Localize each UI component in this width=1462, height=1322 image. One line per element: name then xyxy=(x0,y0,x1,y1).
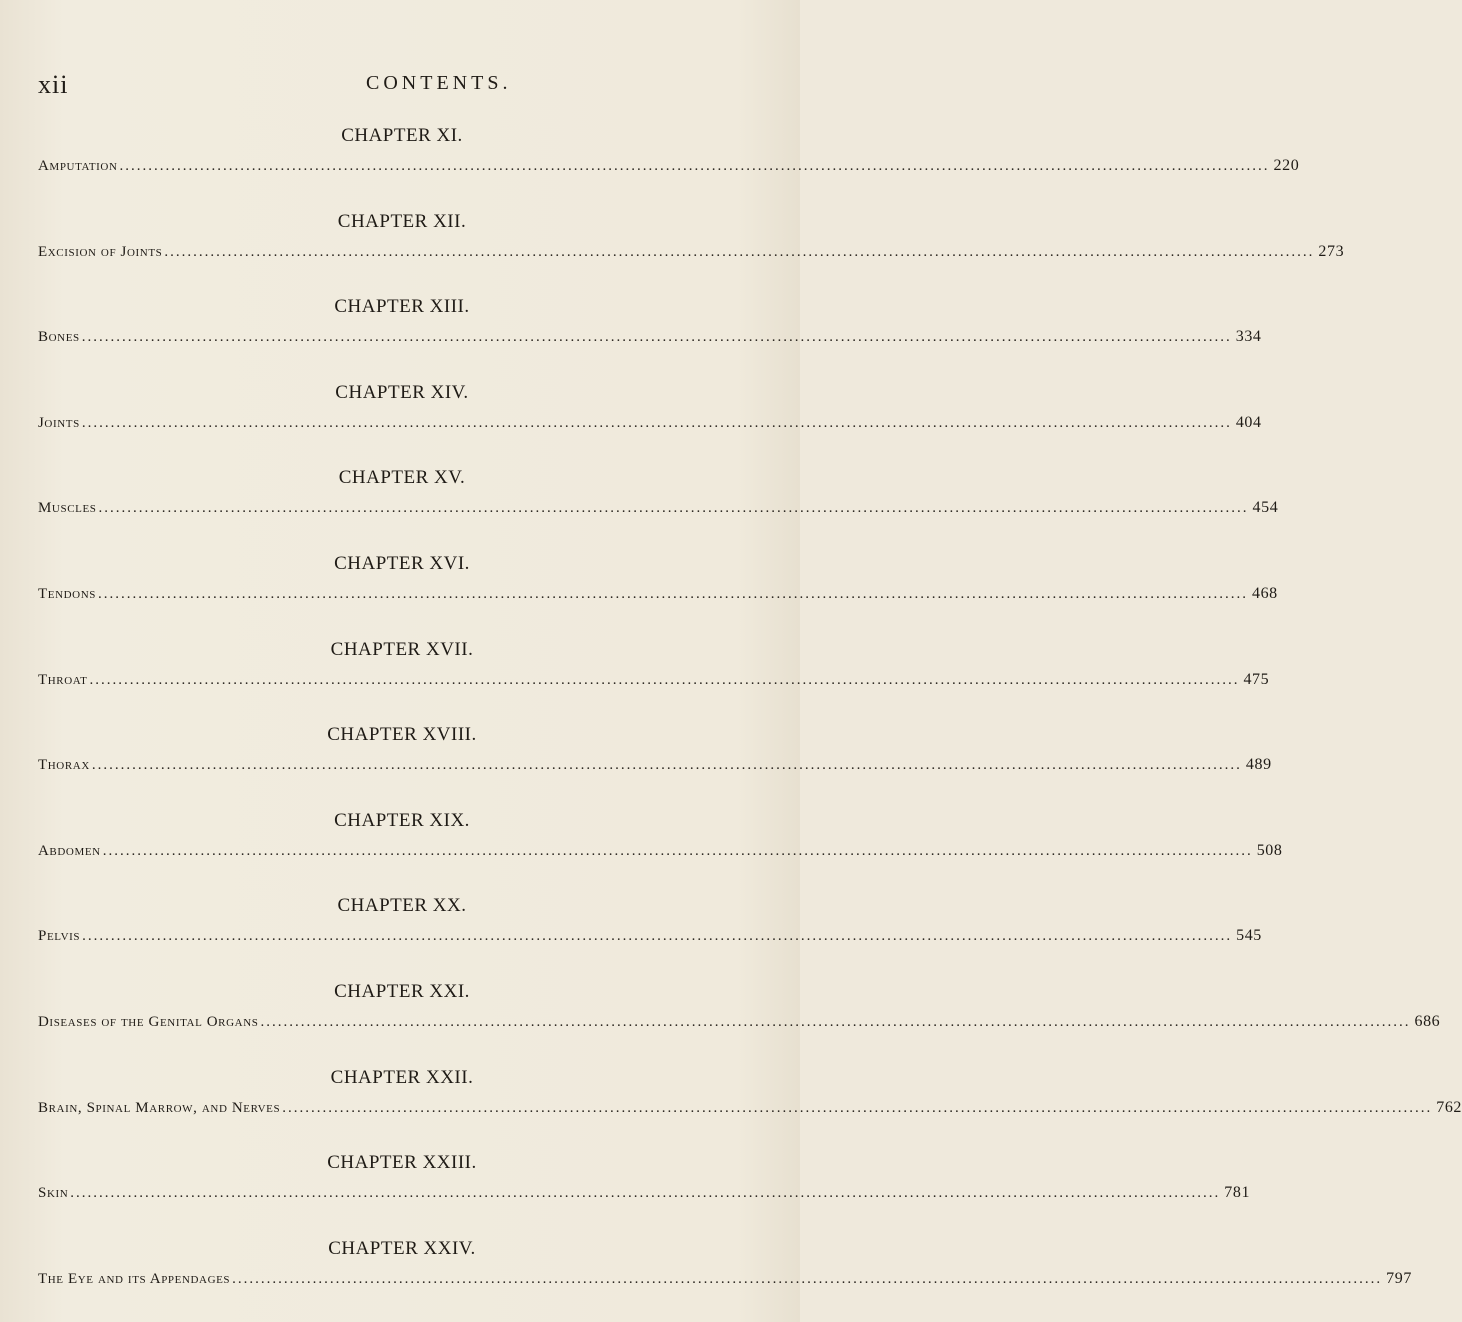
running-head: CONTENTS. xyxy=(366,72,512,94)
chapter-section xyxy=(38,803,1283,889)
dot-leader: ........................................................................................................................................................................................................ xyxy=(98,500,1249,517)
dot-leader: ........................................................................................................................................................................................................ xyxy=(119,158,1270,174)
entry-page-number: 475 xyxy=(1243,670,1270,688)
chapter-title: CHAPTER XXI. xyxy=(334,980,470,1002)
dot-leader: ........................................................................................................................................................................................................ xyxy=(89,671,1240,688)
entry-label: The Eye and its Appendages xyxy=(38,1270,231,1287)
entry-label: Skin xyxy=(38,1185,69,1202)
toc-entry xyxy=(38,242,1345,261)
entry-label: Diseases of the Genital Organs xyxy=(38,1013,259,1030)
chapter-section xyxy=(38,204,1345,290)
entry-label: Amputation xyxy=(38,158,118,174)
chapter-section xyxy=(38,289,1262,375)
chapter-title: CHAPTER XII. xyxy=(337,210,467,232)
chapter-title: CHAPTER XIV. xyxy=(335,381,469,403)
chapter-section xyxy=(38,1060,1462,1146)
page-header xyxy=(38,70,768,110)
dot-leader: ........................................................................................................................................................................................................ xyxy=(260,1013,1411,1030)
entry-page-number: 797 xyxy=(1386,1269,1412,1287)
entry-page-number: 454 xyxy=(1252,499,1279,517)
chapter-title: CHAPTER XIII. xyxy=(334,296,470,318)
entry-page-number: 489 xyxy=(1245,756,1272,774)
toc-entry xyxy=(38,328,1262,346)
toc-entry xyxy=(38,1184,1251,1202)
chapter-title: CHAPTER XXIV. xyxy=(328,1237,476,1259)
chapter-section xyxy=(38,118,1300,204)
entry-label: Joints xyxy=(38,414,80,431)
chapter-title: CHAPTER XVI. xyxy=(334,552,470,574)
dot-leader: ........................................................................................................................................................................................................ xyxy=(81,414,1232,431)
chapter-section xyxy=(38,546,1278,632)
entry-label: Throat xyxy=(38,671,88,688)
toc-entry xyxy=(38,157,1300,175)
toc-entry xyxy=(38,499,1279,517)
dot-leader: ........................................................................................................................................................................................................ xyxy=(97,585,1248,602)
dot-leader: ........................................................................................................................................................................................................ xyxy=(81,329,1232,346)
entry-page-number: 545 xyxy=(1236,927,1262,945)
toc-entry xyxy=(38,756,1272,774)
chapter-title: CHAPTER XVIII. xyxy=(327,724,477,746)
entry-page-number: 686 xyxy=(1414,1012,1441,1030)
toc-entry xyxy=(38,584,1278,603)
dot-leader: ........................................................................................................................................................................................................ xyxy=(282,1099,1433,1116)
entry-label: Brain, Spinal Marrow, and Nerves xyxy=(38,1099,281,1116)
toc-entry xyxy=(38,413,1262,432)
toc-entry xyxy=(38,1012,1441,1031)
chapter-section xyxy=(38,632,1270,718)
page-number: xii xyxy=(38,70,69,99)
entry-page-number: 220 xyxy=(1273,157,1300,174)
chapter-section xyxy=(38,460,1279,546)
entry-page-number: 468 xyxy=(1251,584,1278,602)
chapter-title: CHAPTER XX. xyxy=(337,895,467,917)
chapter-section xyxy=(38,888,1262,974)
entry-label: Muscles xyxy=(38,500,97,517)
entry-page-number: 273 xyxy=(1318,242,1345,260)
toc-entry xyxy=(38,1269,1412,1288)
toc-entry xyxy=(38,841,1283,860)
dot-leader: ........................................................................................................................................................................................................ xyxy=(70,1185,1221,1202)
entry-label: Bones xyxy=(38,329,80,346)
chapter-section xyxy=(38,1145,1251,1231)
entry-page-number: 762 xyxy=(1436,1098,1462,1116)
entry-page-number: 508 xyxy=(1256,841,1283,859)
entry-page-number: 781 xyxy=(1224,1184,1251,1202)
toc-entry xyxy=(38,670,1270,689)
chapter-section xyxy=(38,375,1262,461)
chapter-title: CHAPTER XXIII. xyxy=(327,1152,477,1174)
dot-leader: ........................................................................................................................................................................................................ xyxy=(82,928,1233,945)
entry-label: Excision of Joints xyxy=(38,243,163,260)
entry-label: Thorax xyxy=(38,757,90,774)
toc-entry xyxy=(38,927,1262,945)
entry-label: Pelvis xyxy=(38,928,81,945)
toc-entry xyxy=(38,1098,1462,1117)
chapter-title: CHAPTER XI. xyxy=(341,125,463,146)
chapter-section xyxy=(38,1231,1412,1317)
dot-leader: ........................................................................................................................................................................................................ xyxy=(91,757,1242,774)
entry-label: Tendons xyxy=(38,585,96,602)
dot-leader: ........................................................................................................................................................................................................ xyxy=(164,243,1315,260)
entry-label: Abdomen xyxy=(38,842,101,859)
table-of-contents xyxy=(38,118,1462,1316)
dot-leader: ........................................................................................................................................................................................................ xyxy=(232,1270,1383,1287)
chapter-title: CHAPTER XXII. xyxy=(330,1066,474,1088)
chapter-title: CHAPTER XV. xyxy=(338,467,466,489)
entry-page-number: 404 xyxy=(1235,413,1262,431)
chapter-section xyxy=(38,974,1441,1060)
chapter-title: CHAPTER XIX. xyxy=(334,809,470,831)
chapter-section xyxy=(38,717,1272,803)
chapter-title: CHAPTER XVII. xyxy=(330,638,474,660)
dot-leader: ........................................................................................................................................................................................................ xyxy=(102,842,1253,859)
entry-page-number: 334 xyxy=(1235,328,1262,346)
